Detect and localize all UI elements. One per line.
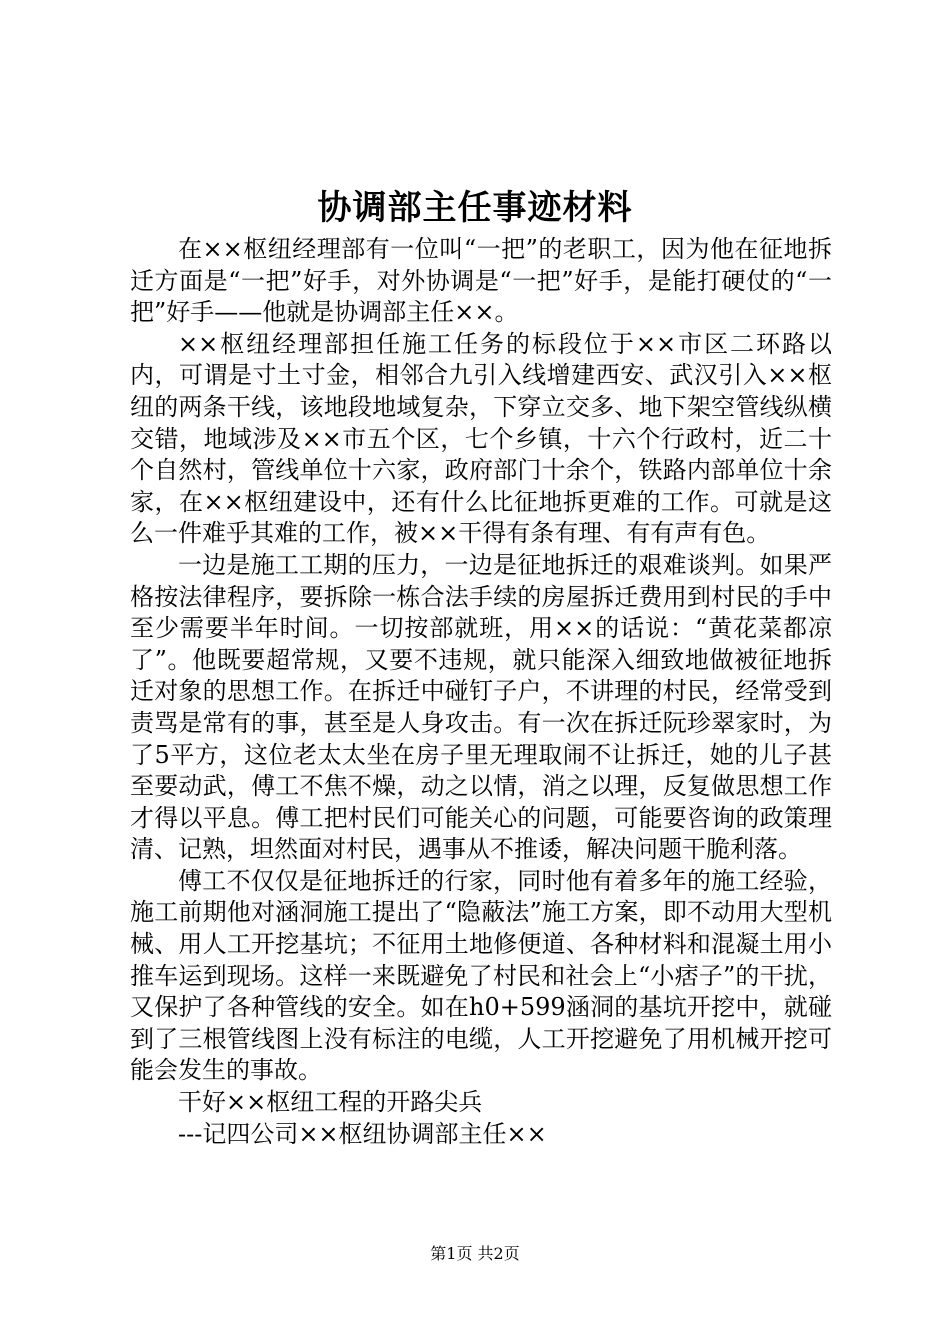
paragraph-4: 傅工不仅仅是征地拆迁的行家，同时他有着多年的施工经验，施工前期他对涵洞施工提出了“隐蔽法”施工方案，即不动用大型机械、用人工开挖基坑；不征用土地修便道、各种材料和混凝土用小推车运到现场。这样一来既避免了村民和社会上“小痞子”的干扰，又保护了各种管线的安全。如在h0+599涵洞的基坑开挖中，就碰到了三根管线图上没有标注的电缆，人工开挖避免了用机械开挖可能会发生的事故。: [130, 866, 832, 1085]
page-number-footer: 第1页 共2页: [430, 1244, 520, 1263]
document-body: [130, 234, 832, 1150]
paragraph-2: ××枢纽经理部担任施工任务的标段位于××市区二环路以内，可谓是寸土寸金，相邻合九引入线增建西安、武汉引入××枢纽的两条干线，该地段地域复杂，下穿立交多、地下架空管线纵横交错，地域涉及××市五个区，七个乡镇，十六个行政村，近二十个自然村，管线单位十六家，政府部门十余个，铁路内部单位十余家，在××枢纽建设中，还有什么比征地拆更难的工作。可就是这么一件难乎其难的工作，被××干得有条有理、有有声有色。: [130, 329, 832, 548]
paragraph-3: 一边是施工工期的压力，一边是征地拆迁的艰难谈判。如果严格按法律程序，要拆除一栋合法手续的房屋拆迁费用到村民的手中至少需要半年时间。一切按部就班，用××的话说：“黄花菜都凉了”。他既要超常规，又要不违规，就只能深入细致地做被征地拆迁对象的思想工作。在拆迁中碰钉子户，不讲理的村民，经常受到责骂是常有的事，甚至是人身攻击。有一次在拆迁阮珍翠家时，为了5平方，这位老太太坐在房子里无理取闹不让拆迁，她的儿子甚至要动武，傅工不焦不燥，动之以情，消之以理，反复做思想工作才得以平息。傅工把村民们可能关心的问题，可能要咨询的政策理清、记熟，坦然面对村民，遇事从不推诿，解决问题干脆利落。: [130, 550, 832, 864]
subheading-line: 干好××枢纽工程的开路尖兵: [178, 1088, 483, 1117]
document-title: 协调部主任事迹材料: [317, 188, 633, 228]
byline: ---记四公司××枢纽协调部主任××: [178, 1119, 547, 1148]
paragraph-1: 在××枢纽经理部有一位叫“一把”的老职工，因为他在征地拆迁方面是“一把”好手，对外协调是“一把”好手，是能打硬仗的“一把”好手——他就是协调部主任××。: [130, 235, 832, 327]
